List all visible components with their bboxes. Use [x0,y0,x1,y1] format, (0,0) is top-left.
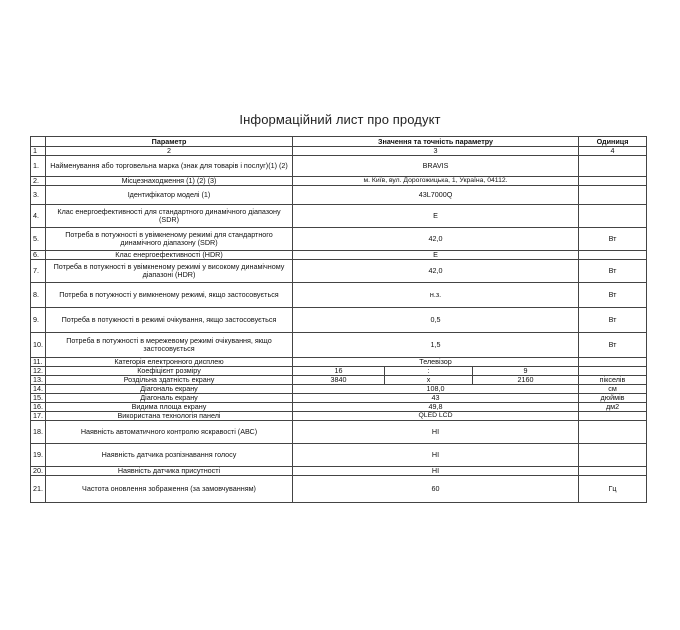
row-unit [579,251,647,260]
row-unit: пікселів [579,376,647,385]
row-number: 6. [31,251,46,260]
row-unit: см [579,385,647,394]
index-value: 3 [293,147,579,156]
row-unit: Вт [579,333,647,358]
row-parameter: Коефіцієнт розміру [46,367,293,376]
row-parameter: Потреба в потужності в увімкненому режимі у високому динамічному діапазоні (HDR) [46,260,293,283]
row-parameter: Місцезнаходження (1) (2) (3) [46,177,293,186]
row-value: Телевізор [293,358,579,367]
row-value: 0,5 [293,308,579,333]
row-unit [579,421,647,444]
row-value: QLED LCD [293,412,579,421]
table-row [31,403,647,412]
row-value: E [293,251,579,260]
header-parameter: Параметр [46,137,293,147]
row-unit: дм2 [579,403,647,412]
header-value: Значення та точність параметру [293,137,579,147]
row-number: 13. [31,376,46,385]
row-value: 49,8 [293,403,579,412]
row-unit: Вт [579,228,647,251]
table-row [31,308,647,333]
row-parameter: Категорія електронного дисплею [46,358,293,367]
row-value: НІ [293,421,579,444]
row-number: 21. [31,476,46,503]
table-row [31,177,647,186]
row-number: 1. [31,156,46,177]
row-parameter: Потреба в потужності в увімкненому режимі для стандартного динамічного діапазону (SDR) [46,228,293,251]
row-value: м. Київ, вул. Дорогожицька, 1, Україна, 04112. [293,177,579,186]
table-row [31,260,647,283]
table-row [31,283,647,308]
index-unit: 4 [579,147,647,156]
row-unit [579,367,647,376]
table-row [31,333,647,358]
row-number: 16. [31,403,46,412]
row-number: 15. [31,394,46,403]
row-parameter: Ідентифікатор моделі (1) [46,186,293,205]
row-unit [579,186,647,205]
table-row [31,376,647,385]
table-row [31,476,647,503]
row-value-a: 16 [293,367,385,376]
row-number: 2. [31,177,46,186]
header-unit: Одиниця [579,137,647,147]
row-parameter: Частота оновлення зображення (за замовчуванням) [46,476,293,503]
row-parameter: Діагональ екрану [46,394,293,403]
table-row [31,156,647,177]
row-value-c: 9 [473,367,579,376]
row-value: н.з. [293,283,579,308]
row-unit: дюймів [579,394,647,403]
row-value: 43 [293,394,579,403]
row-parameter: Діагональ екрану [46,385,293,394]
table-row [31,228,647,251]
row-unit: Вт [579,260,647,283]
row-parameter: Наявність датчика розпізнавання голосу [46,444,293,467]
row-unit: Вт [579,283,647,308]
row-number: 12. [31,367,46,376]
row-unit [579,177,647,186]
row-parameter: Видима площа екрану [46,403,293,412]
row-value-c: 2160 [473,376,579,385]
row-number: 14. [31,385,46,394]
row-value: BRAVIS [293,156,579,177]
row-number: 18. [31,421,46,444]
row-number: 11. [31,358,46,367]
row-parameter: Найменування або торговельна марка (знак для товарів і послуг)(1) (2) [46,156,293,177]
row-number: 9. [31,308,46,333]
table-row [31,205,647,228]
table-row [31,467,647,476]
index-n: 1 [31,147,46,156]
row-unit [579,205,647,228]
row-value: 60 [293,476,579,503]
table-header-row [31,137,647,147]
row-parameter: Роздільна здатність екрану [46,376,293,385]
row-number: 8. [31,283,46,308]
row-value: 43L7000Q [293,186,579,205]
row-value: 42,0 [293,228,579,251]
row-unit [579,467,647,476]
row-number: 5. [31,228,46,251]
table-row [31,421,647,444]
table-row [31,251,647,260]
row-parameter: Наявність автоматичного контролю яскравості (АВС) [46,421,293,444]
row-value: E [293,205,579,228]
index-param: 2 [46,147,293,156]
row-number: 7. [31,260,46,283]
row-value-b: x [385,376,473,385]
page-title: Інформаційний лист про продукт [239,112,441,127]
row-unit: Гц [579,476,647,503]
row-number: 17. [31,412,46,421]
table-row [31,358,647,367]
row-unit [579,358,647,367]
table-row [31,412,647,421]
product-info-table [30,136,647,503]
row-parameter: Наявність датчика присутності [46,467,293,476]
row-number: 20. [31,467,46,476]
row-value: 108,0 [293,385,579,394]
row-parameter: Потреба в потужності в мережевому режимі очікування, якщо застосовується [46,333,293,358]
row-unit [579,412,647,421]
index-row [31,147,647,156]
row-number: 19. [31,444,46,467]
row-parameter: Потреба в потужності в режимі очікування, якщо застосовується [46,308,293,333]
row-number: 4. [31,205,46,228]
row-number: 3. [31,186,46,205]
row-unit [579,444,647,467]
row-unit [579,156,647,177]
row-value: 1,5 [293,333,579,358]
row-parameter: Клас енергоефективності для стандартного динамічного діапазону (SDR) [46,205,293,228]
table-row [31,367,647,376]
table-row [31,385,647,394]
row-value-b: : [385,367,473,376]
row-parameter: Потреба в потужності у вимкненому режимі, якщо застосовується [46,283,293,308]
row-value: НІ [293,444,579,467]
row-parameter: Клас енергоефективності (HDR) [46,251,293,260]
row-number: 10. [31,333,46,358]
table-row [31,394,647,403]
row-value: 42,0 [293,260,579,283]
row-value: НІ [293,467,579,476]
header-number [31,137,46,147]
row-value-a: 3840 [293,376,385,385]
row-unit: Вт [579,308,647,333]
row-parameter: Використана технологія панелі [46,412,293,421]
table-row [31,444,647,467]
table-row [31,186,647,205]
